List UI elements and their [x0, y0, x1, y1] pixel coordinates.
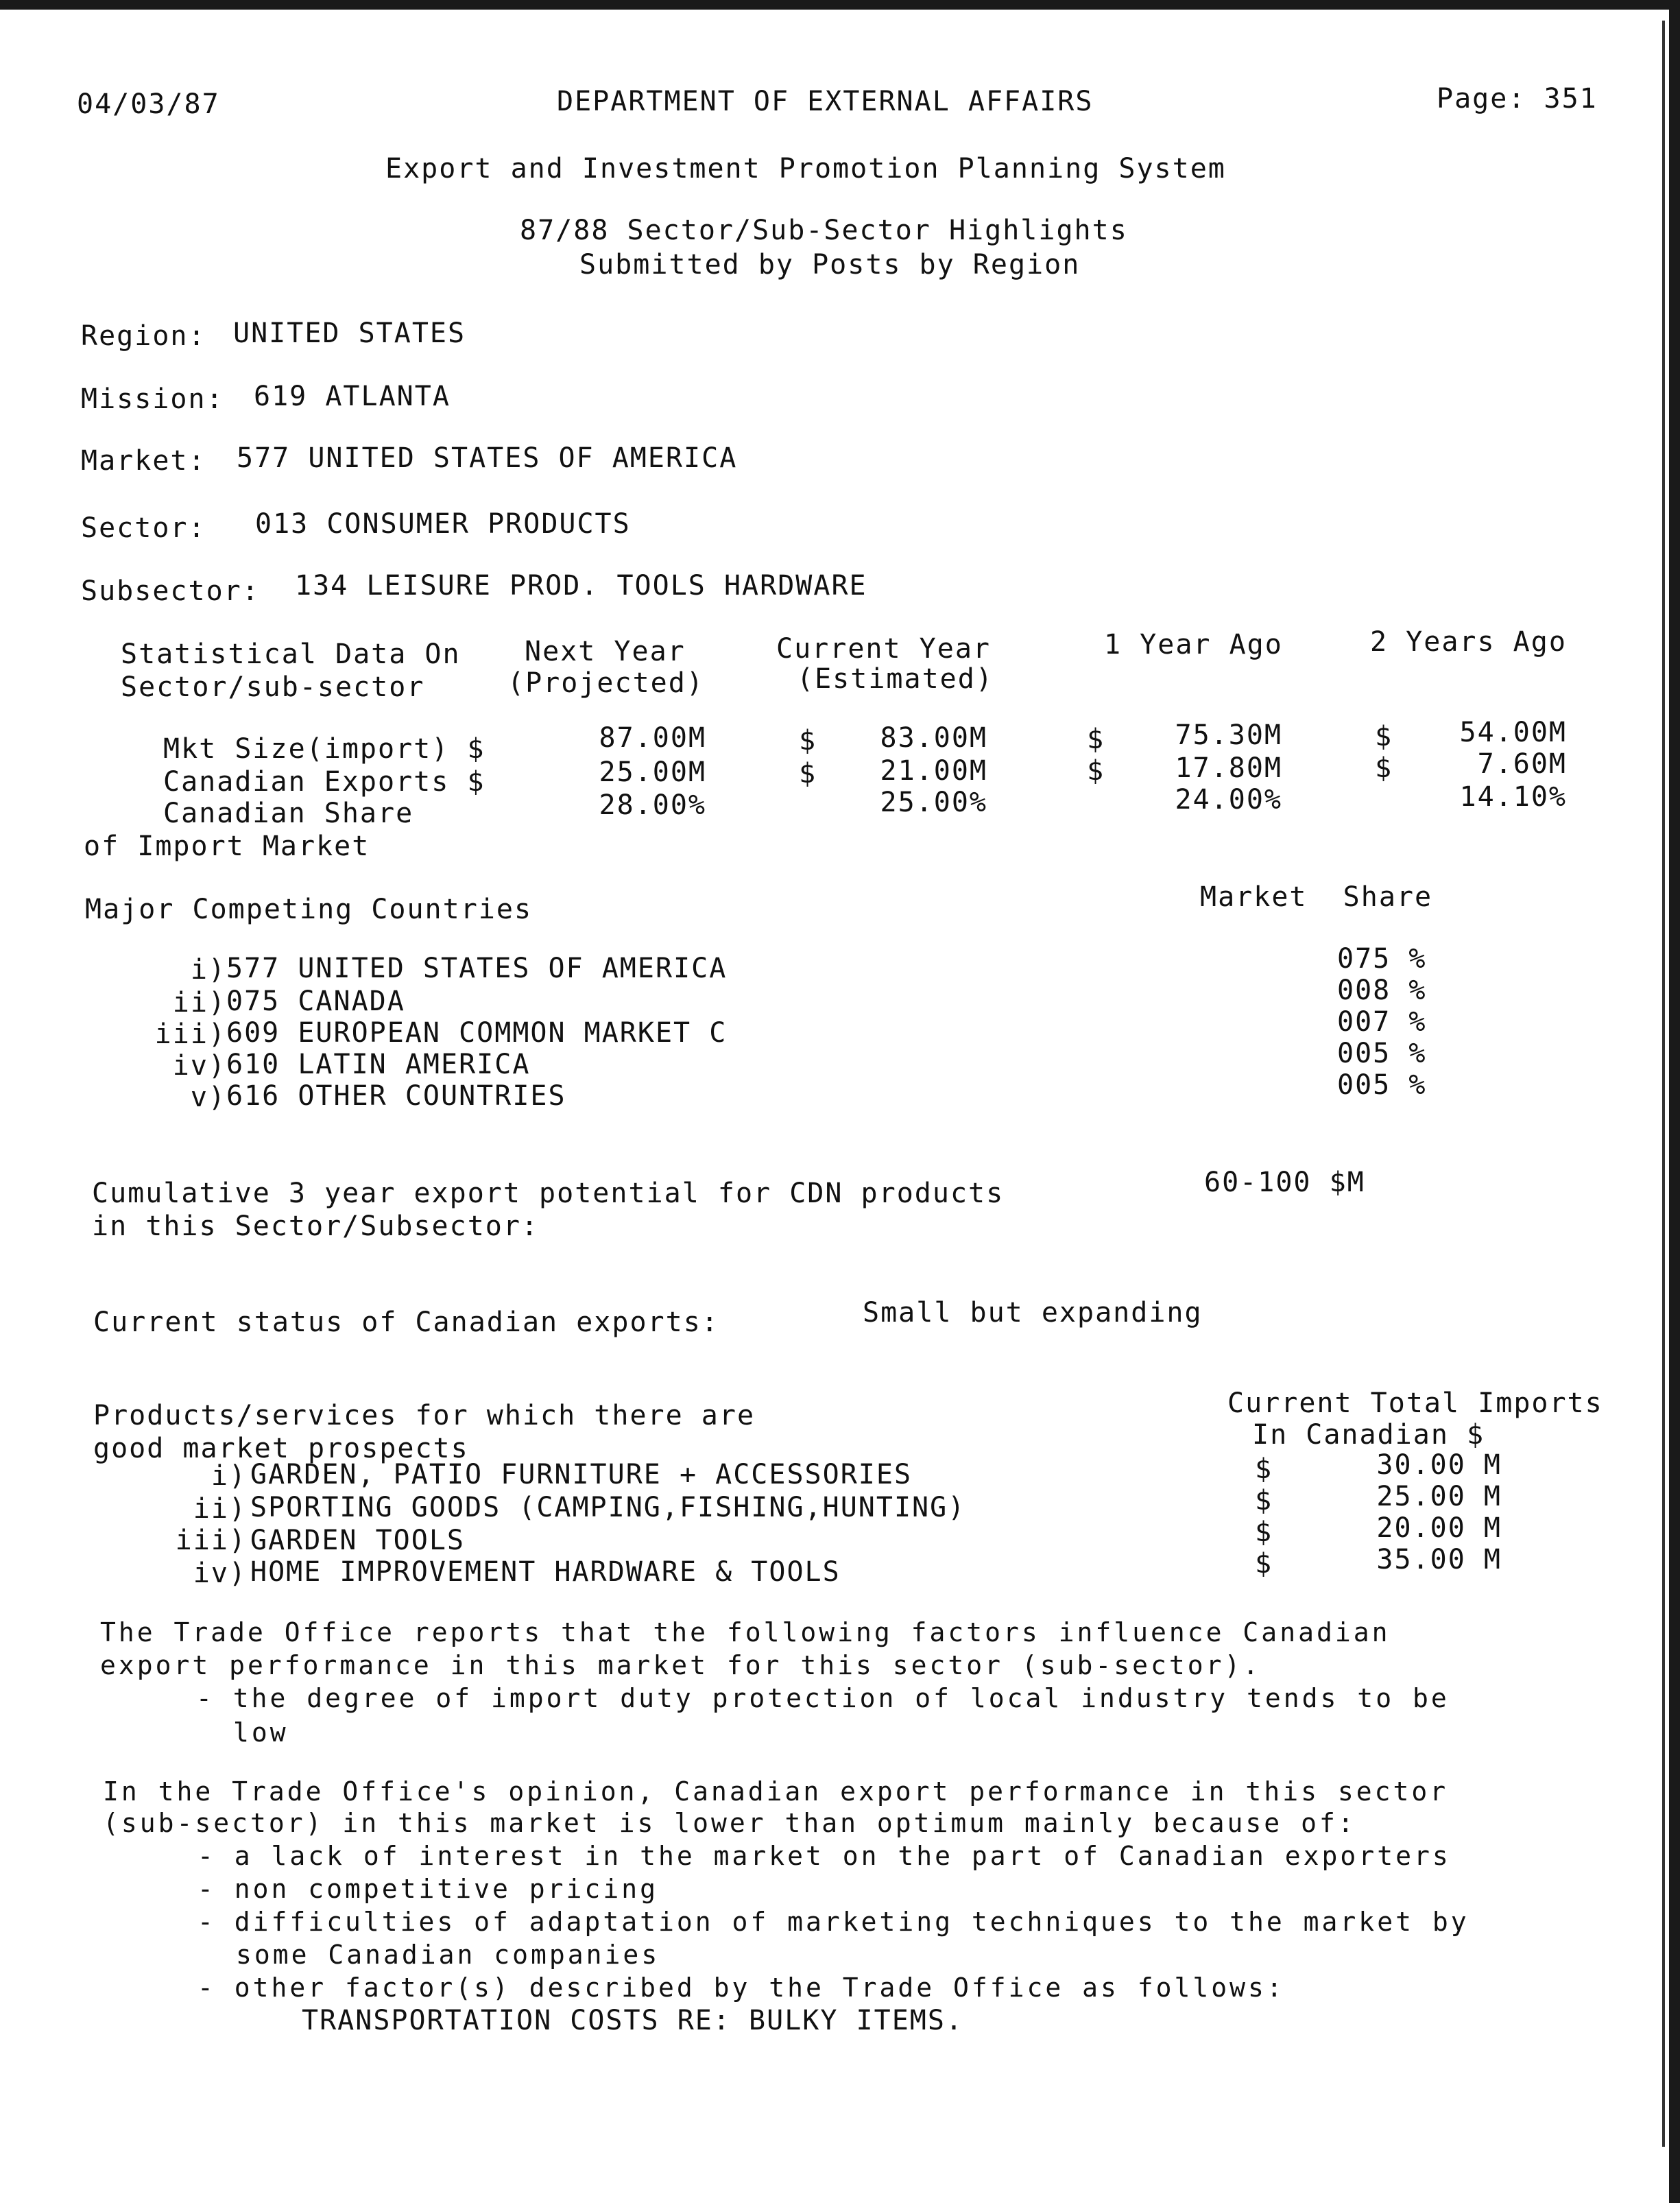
one-year-ago-header: 1 Year Ago: [1104, 629, 1283, 660]
competing-item-share: 005 %: [1337, 1038, 1427, 1069]
opinion-line1: In the Trade Office's opinion, Canadian export performance in this sector: [103, 1776, 1449, 1807]
competing-item-num: ii): [172, 987, 226, 1019]
status-value: Small but expanding: [863, 1297, 1203, 1329]
current-year-header: Current Year: [776, 633, 991, 665]
stats-next-value: 87.00M: [599, 722, 706, 754]
page-number: Page: 351: [1437, 83, 1598, 115]
report-subtitle: Submitted by Posts by Region: [579, 249, 1081, 281]
region-label: Region:: [81, 320, 206, 352]
opinion-line2: (sub-sector) in this market is lower than optimum mainly because of:: [103, 1808, 1356, 1838]
prospects-line2: good market prospects: [93, 1433, 469, 1464]
scan-top-edge: [0, 0, 1680, 10]
competing-item-share: 007 %: [1337, 1006, 1427, 1038]
next-year-subheader: (Projected): [507, 667, 704, 699]
sector-label: Sector:: [81, 512, 206, 544]
potential-value: 60-100 $M: [1204, 1167, 1365, 1198]
prospect-item-name: SPORTING GOODS (CAMPING,FISHING,HUNTING): [250, 1492, 966, 1523]
scan-right-line: [1662, 21, 1665, 2147]
prospect-item-num: iv): [193, 1558, 247, 1589]
prospects-line1: Products/services for which there are: [93, 1400, 756, 1431]
factors-line2: export performance in this market for this sector (sub-sector).: [100, 1650, 1262, 1680]
competing-item-share: 005 %: [1337, 1069, 1427, 1101]
stats-row-label: Mkt Size(import) $: [163, 733, 485, 765]
market-value: 577 UNITED STATES OF AMERICA: [237, 442, 738, 474]
stats-current-symbol: $: [799, 758, 817, 789]
opinion-other-factor: TRANSPORTATION COSTS RE: BULKY ITEMS.: [302, 2005, 964, 2036]
stats-row-label: Canadian Exports $: [163, 766, 485, 798]
market-share-header: Market Share: [1200, 881, 1433, 913]
prospect-item-symbol: $: [1255, 1453, 1273, 1485]
two-years-ago-header: 2 Years Ago: [1370, 626, 1567, 658]
prospect-item-value: 35.00 M: [1376, 1544, 1502, 1575]
opinion-bullet: - a lack of interest in the market on the part of Canadian exporters: [197, 1841, 1451, 1871]
report-title: 87/88 Sector/Sub-Sector Highlights: [520, 215, 1128, 246]
competing-item-share: 075 %: [1337, 943, 1427, 975]
department-title: DEPARTMENT OF EXTERNAL AFFAIRS: [557, 86, 1094, 117]
competing-item-num: iv): [172, 1050, 226, 1082]
potential-line1: Cumulative 3 year export potential for CDN products: [92, 1178, 1005, 1209]
stats-1yr-value: 24.00%: [1175, 784, 1282, 815]
competing-item-num: i): [190, 954, 226, 986]
system-title: Export and Investment Promotion Planning System: [385, 153, 1226, 184]
potential-line2: in this Sector/Subsector:: [92, 1211, 540, 1242]
competing-item-name: 616 OTHER COUNTRIES: [226, 1080, 566, 1112]
prospect-item-num: ii): [193, 1493, 247, 1525]
stats-2yr-value: 7.60M: [1477, 748, 1567, 780]
stats-1yr-symbol: $: [1087, 755, 1105, 787]
stats-header-line2: Sector/sub-sector: [121, 671, 425, 703]
opinion-bullet: - difficulties of adaptation of marketing techniques to the market by: [197, 1907, 1469, 1937]
imports-header-line1: Current Total Imports: [1227, 1388, 1603, 1419]
imports-header-line2: In Canadian $: [1252, 1419, 1485, 1451]
current-year-subheader: (Estimated): [797, 663, 994, 695]
region-value: UNITED STATES: [233, 318, 466, 349]
competing-item-name: 577 UNITED STATES OF AMERICA: [226, 953, 728, 984]
stats-2yr-symbol: $: [1375, 752, 1393, 784]
stats-1yr-value: 17.80M: [1175, 752, 1282, 784]
report-date: 04/03/87: [77, 88, 220, 120]
competing-item-num: iii): [154, 1019, 226, 1050]
subsector-label: Subsector:: [81, 575, 260, 607]
prospect-item-name: GARDEN, PATIO FURNITURE + ACCESSORIES: [250, 1459, 913, 1490]
prospect-item-num: i): [211, 1460, 247, 1492]
prospect-item-value: 20.00 M: [1376, 1512, 1502, 1544]
mission-label: Mission:: [81, 383, 224, 415]
competing-item-name: 609 EUROPEAN COMMON MARKET C: [226, 1017, 728, 1049]
stats-header-line1: Statistical Data On: [121, 639, 461, 670]
competing-item-num: v): [190, 1082, 226, 1113]
opinion-bullet: - other factor(s) described by the Trade Office as follows:: [197, 1973, 1285, 2003]
prospect-item-symbol: $: [1255, 1548, 1273, 1580]
stats-current-value: 83.00M: [880, 722, 987, 754]
mission-value: 619 ATLANTA: [254, 381, 451, 412]
stats-next-value: 25.00M: [599, 757, 706, 788]
prospect-item-value: 25.00 M: [1376, 1481, 1502, 1512]
stats-1yr-symbol: $: [1087, 724, 1105, 755]
stats-share-label-cont: of Import Market: [84, 831, 370, 862]
stats-current-value: 21.00M: [880, 755, 987, 787]
status-label: Current status of Canadian exports:: [93, 1307, 719, 1338]
sector-value: 013 CONSUMER PRODUCTS: [255, 508, 631, 540]
stats-current-symbol: $: [799, 725, 817, 757]
subsector-value: 134 LEISURE PROD. TOOLS HARDWARE: [295, 570, 867, 602]
stats-2yr-symbol: $: [1375, 721, 1393, 752]
scan-right-edge: [1669, 0, 1680, 2203]
competing-item-name: 075 CANADA: [226, 986, 405, 1017]
prospect-item-name: HOME IMPROVEMENT HARDWARE & TOOLS: [250, 1556, 841, 1588]
prospect-item-symbol: $: [1255, 1516, 1273, 1548]
stats-row-label: Canadian Share: [163, 798, 414, 829]
stats-1yr-value: 75.30M: [1175, 719, 1282, 751]
prospect-item-num: iii): [175, 1525, 247, 1556]
stats-2yr-value: 54.00M: [1459, 717, 1567, 748]
competing-item-share: 008 %: [1337, 975, 1427, 1006]
competing-title: Major Competing Countries: [85, 894, 533, 925]
stats-2yr-value: 14.10%: [1459, 781, 1567, 813]
next-year-header: Next Year: [525, 636, 686, 667]
stats-current-value: 25.00%: [880, 787, 987, 818]
factors-line1: The Trade Office reports that the following factors influence Canadian: [100, 1617, 1391, 1647]
factors-bullet-cont: low: [233, 1717, 289, 1748]
opinion-bullet: - non competitive pricing: [197, 1874, 658, 1904]
prospect-item-symbol: $: [1255, 1485, 1273, 1516]
prospect-item-value: 30.00 M: [1376, 1449, 1502, 1481]
factors-bullet: - the degree of import duty protection of local industry tends to be: [196, 1683, 1450, 1713]
market-label: Market:: [81, 445, 206, 477]
prospect-item-name: GARDEN TOOLS: [250, 1525, 465, 1556]
opinion-bullet-cont: some Canadian companies: [236, 1940, 660, 1970]
stats-next-value: 28.00%: [599, 789, 706, 821]
competing-item-name: 610 LATIN AMERICA: [226, 1049, 531, 1080]
